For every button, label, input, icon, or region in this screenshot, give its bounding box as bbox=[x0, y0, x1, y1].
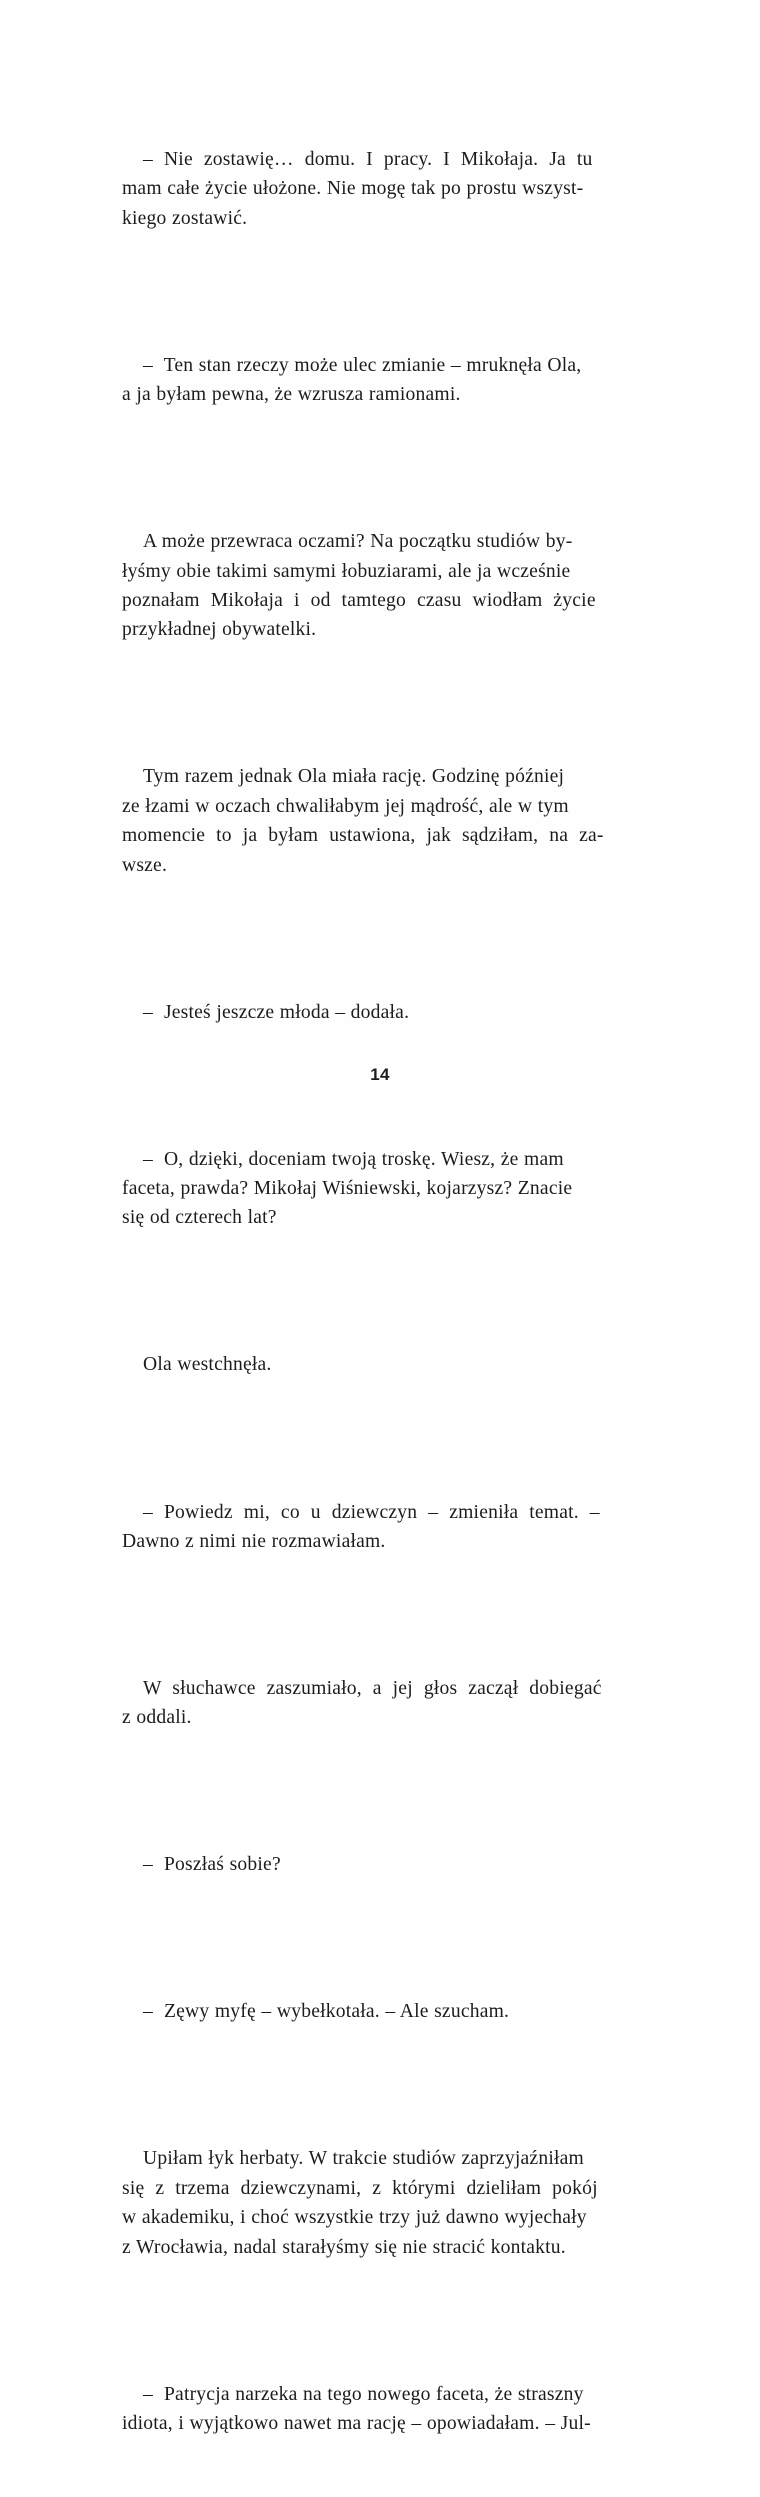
paragraph bbox=[122, 2321, 639, 2497]
text-line: – Zęwy myfę – wybełkotała. – Ale szucham. bbox=[143, 2001, 510, 2023]
text-line: łyśmy obie takimi samymi łobuziarami, ale ja wcześnie bbox=[122, 560, 571, 582]
text-line: się z trzema dziewczynami, z którymi dzieliłam pokój bbox=[122, 2177, 598, 2199]
paragraph bbox=[122, 939, 639, 1086]
text-line: a ja byłam pewna, że wzrusza ramionami. bbox=[122, 384, 461, 406]
text-line: Dawno z nimi nie rozmawiałam. bbox=[122, 1530, 386, 1552]
text-line: – Nie zostawię… domu. I pracy. I Mikołaja. Ja tu bbox=[143, 148, 593, 170]
text-line: poznałam Mikołaja i od tamtego czasu wiodłam życie bbox=[122, 589, 596, 611]
text-line: A może przewraca oczami? Na początku studiów by- bbox=[143, 531, 573, 553]
paragraph bbox=[122, 2086, 639, 2321]
text-line: przykładnej obywatelki. bbox=[122, 619, 317, 641]
text-line: Upiłam łyk herbaty. W trakcie studiów zaprzyjaźniłam bbox=[143, 2148, 584, 2170]
text-line: wsze. bbox=[122, 854, 168, 876]
paragraph bbox=[122, 1939, 639, 2086]
text-line: ze łzami w oczach chwaliłabym jej mądrość, ale w tym bbox=[122, 795, 569, 817]
text-line: mam całe życie ułożone. Nie mogę tak po prostu wszyst- bbox=[122, 178, 584, 200]
paragraph bbox=[122, 704, 639, 939]
text-line: z oddali. bbox=[122, 1707, 192, 1729]
paragraph bbox=[122, 1615, 639, 1791]
text-line: kiego zostawić. bbox=[122, 207, 248, 229]
text-line: faceta, prawda? Mikołaj Wiśniewski, kojarzysz? Znacie bbox=[122, 1178, 573, 1200]
paragraph bbox=[122, 1439, 639, 1615]
page-text-block bbox=[122, 86, 639, 2497]
text-line: – Poszłaś sobie? bbox=[143, 1854, 281, 1876]
text-line: – Patrycja narzeka na tego nowego faceta, że straszny bbox=[143, 2383, 584, 2405]
text-line: – Ten stan rzeczy może ulec zmianie – mruknęła Ola, bbox=[143, 354, 582, 376]
text-line: Ola westchnęła. bbox=[143, 1354, 272, 1376]
text-line: Tym razem jednak Ola miała rację. Godzinę później bbox=[143, 766, 565, 788]
text-line: z Wrocławia, nadal starałyśmy się nie stracić kontaktu. bbox=[122, 2236, 566, 2258]
text-line: w akademiku, i choć wszystkie trzy już dawno wyjechały bbox=[122, 2207, 587, 2229]
paragraph bbox=[122, 1086, 639, 1292]
text-line: idiota, i wyjątkowo nawet ma rację – opowiadałam. – Jul- bbox=[122, 2413, 591, 2435]
text-line: – Powiedz mi, co u dziewczyn – zmieniła temat. – bbox=[143, 1501, 600, 1523]
paragraph bbox=[122, 86, 639, 292]
paragraph bbox=[122, 468, 639, 703]
text-line: – O, dzięki, doceniam twoją troskę. Wiesz, że mam bbox=[143, 1148, 564, 1170]
paragraph bbox=[122, 292, 639, 468]
text-line: W słuchawce zaszumiało, a jej głos zaczął dobiegać bbox=[143, 1677, 602, 1699]
paragraph bbox=[122, 1792, 639, 1939]
text-line: momencie to ja byłam ustawiona, jak sądziłam, na za- bbox=[122, 825, 604, 847]
text-line: się od czterech lat? bbox=[122, 1207, 277, 1229]
paragraph bbox=[122, 1292, 639, 1439]
text-line: – Jesteś jeszcze młoda – dodała. bbox=[143, 1001, 410, 1023]
page-number: 14 bbox=[370, 1065, 390, 1084]
